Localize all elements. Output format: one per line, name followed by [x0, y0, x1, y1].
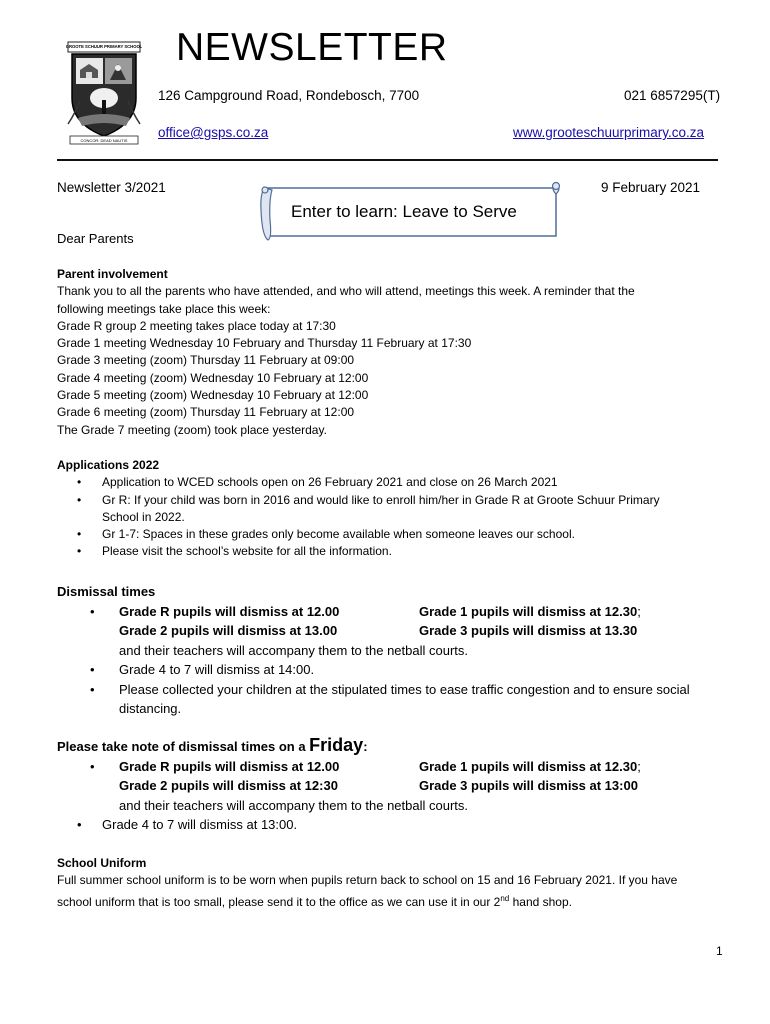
dismissal-grade-r: Grade R pupils will dismiss at 12.00: [119, 603, 340, 619]
applications-section: [57, 457, 727, 561]
parent-involvement-line: Grade 5 meeting (zoom) Wednesday 10 February at 12:00: [57, 388, 369, 403]
list-item: • Grade 4 to 7 will dismiss at 13:00.: [57, 815, 727, 835]
uniform-line: school uniform that is too small, please send it to the office as we can use it in our 2nd hand shop.: [57, 893, 572, 909]
parent-involvement-line: Grade 1 meeting Wednesday 10 February and Thursday 11 February at 17:30: [57, 336, 472, 351]
list-item: • Please collected your children at the stipulated times to ease traffic congestion and to ensure social distancing.: [57, 680, 727, 719]
list-item: • Grade R pupils will dismiss at 12.00 Grade 1 pupils will dismiss at 12.30; Grade 2 pupils will dismiss at 12:30 Grade 3 pupils will dismiss at 13:00 and their teachers will accompany them to the netball courts.: [57, 757, 727, 816]
header-divider: [57, 159, 718, 161]
list-item: • Gr R: If your child was born in 2016 and would like to enroll him/her in Grade R at Groote Schuur Primary School in 2022.: [57, 492, 727, 527]
list-item: • Grade 4 to 7 will dismiss at 14:00.: [57, 660, 727, 680]
friday-dismissal-section: [57, 736, 727, 835]
dismissal-grade-1: Grade 1 pupils will dismiss at 12.30: [419, 603, 638, 619]
parent-involvement-line: The Grade 7 meeting (zoom) took place yesterday.: [57, 422, 327, 437]
newsletter-number: Newsletter 3/2021: [57, 180, 166, 195]
uniform-heading: School Uniform: [57, 856, 147, 870]
newsletter-date: 9 February 2021: [601, 180, 701, 195]
dismissal-heading: Dismissal times: [57, 584, 156, 599]
dismissal-grade-3: Grade 3 pupils will dismiss at 13.30: [419, 623, 638, 638]
parent-involvement-line: Grade R group 2 meeting takes place today at 17:30: [57, 318, 336, 333]
school-motto: Enter to learn: Leave to Serve: [291, 202, 517, 221]
friday-accompany-note: and their teachers will accompany them to the netball courts.: [119, 797, 469, 813]
parent-involvement-heading: Parent involvement: [57, 267, 168, 281]
list-item: • Application to WCED schools open on 26 February 2021 and close on 26 March 2021: [57, 474, 727, 491]
website-link[interactable]: www.grooteschuurprimary.co.za: [513, 125, 705, 140]
parent-involvement-line: Grade 6 meeting (zoom) Thursday 11 February at 12:00: [57, 405, 355, 420]
list-item: • Gr 1-7: Spaces in these grades only become available when someone leaves our school.: [57, 526, 727, 543]
crest-top-text: GROOTE SCHUUR PRIMARY SCHOOL: [66, 44, 142, 49]
email-link[interactable]: office@gsps.co.za: [158, 125, 269, 140]
dismissal-accompany-note: and their teachers will accompany them to the netball courts.: [119, 642, 469, 658]
newsletter-title: NEWSLETTER: [176, 26, 448, 69]
parent-involvement-line: Thank you to all the parents who have attended, and who will attend, meetings this week. A reminder that the: [57, 284, 635, 299]
friday-grade-2: Grade 2 pupils will dismiss at 12:30: [119, 778, 338, 793]
dismissal-grade-2: Grade 2 pupils will dismiss at 13.00: [119, 623, 338, 638]
friday-heading: Please take note of dismissal times on a Friday:: [57, 735, 368, 755]
list-item: • Please visit the school’s website for all the information.: [57, 543, 727, 560]
parent-involvement-section: [57, 266, 727, 439]
school-address: 126 Campground Road, Rondebosch, 7700: [158, 88, 420, 103]
greeting: Dear Parents: [57, 231, 134, 246]
school-crest-logo: [66, 40, 142, 146]
parent-involvement-line: Grade 4 meeting (zoom) Wednesday 10 February at 12:00: [57, 370, 369, 385]
list-item: • Grade R pupils will dismiss at 12.00 Grade 1 pupils will dismiss at 12.30; Grade 2 pupils will dismiss at 13.00 Grade 3 pupils will dismiss at 13.30 and their teachers will accompany them to the netball courts.: [57, 602, 727, 661]
friday-grade-r: Grade R pupils will dismiss at 12.00: [119, 758, 340, 774]
parent-involvement-line: Grade 3 meeting (zoom) Thursday 11 February at 09:00: [57, 353, 355, 368]
uniform-line: Full summer school uniform is to be worn when pupils return back to school on 15 and 16 February 2021. If you have: [57, 873, 678, 888]
school-phone: 021 6857295(T): [624, 88, 721, 103]
page-number: 1: [716, 944, 723, 958]
school-uniform-section: [57, 855, 727, 911]
applications-heading: Applications 2022: [57, 458, 160, 472]
parent-involvement-line: following meetings take place this week:: [57, 301, 271, 316]
friday-grade-3: Grade 3 pupils will dismiss at 13:00: [419, 778, 638, 793]
crest-motto-text: CONCOR: DEAD NAUTIS: [80, 138, 128, 143]
friday-grade-1: Grade 1 pupils will dismiss at 12.30: [419, 758, 638, 774]
dismissal-section: [57, 582, 727, 719]
